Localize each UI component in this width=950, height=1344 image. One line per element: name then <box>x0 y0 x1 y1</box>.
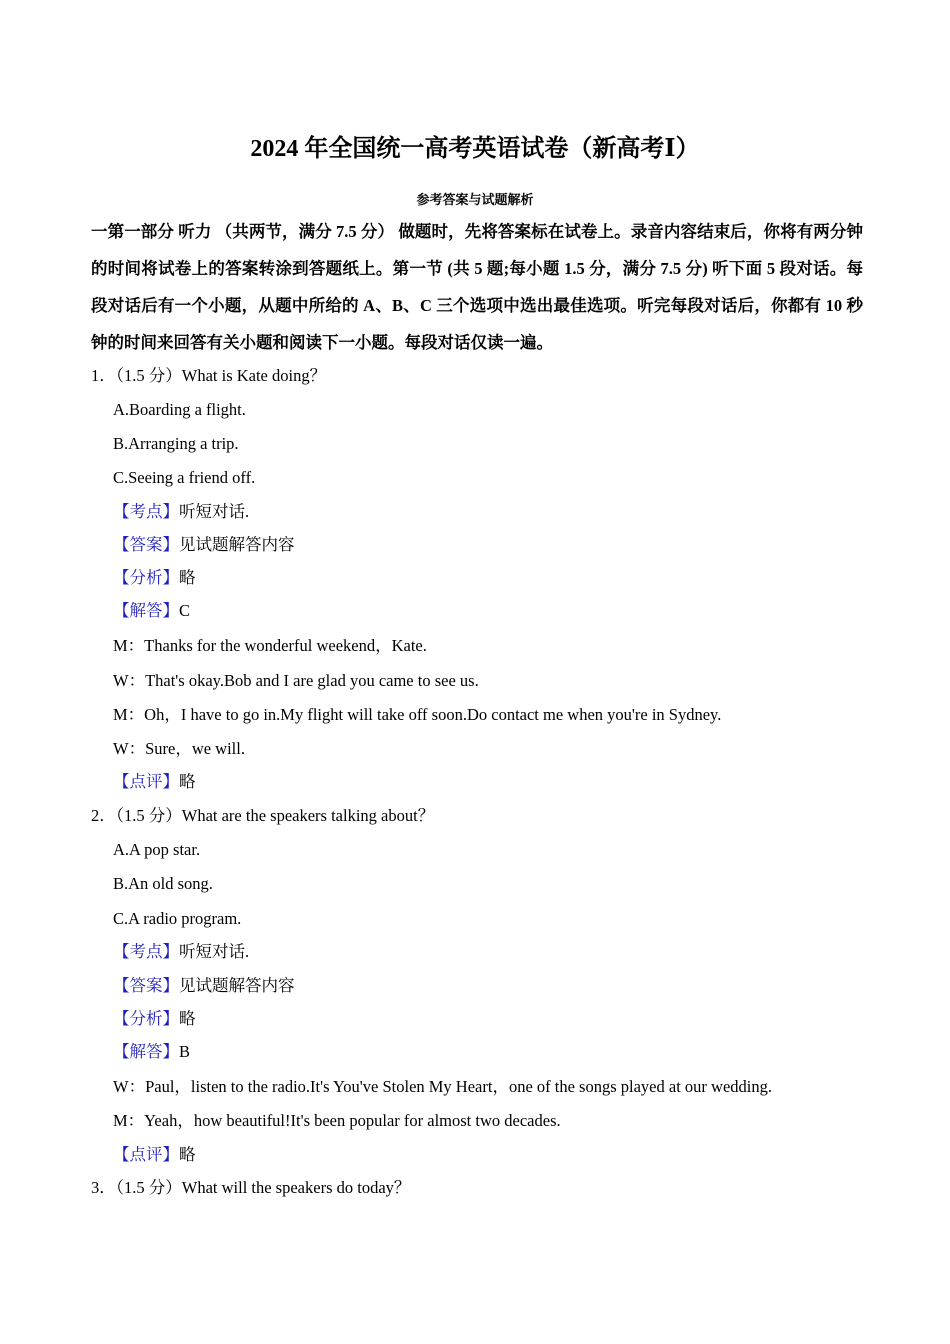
kaodian-tag: 【考点】 <box>113 942 179 961</box>
question-1-option-a: A.Boarding a flight. <box>113 400 246 419</box>
question-2-stem: 2．（1.5 分）What are the speakers talking about？ <box>91 806 435 825</box>
question-1-option-c: C.Seeing a friend off. <box>113 468 256 487</box>
question-1-fenxi <box>113 567 196 589</box>
question-2-kaodian <box>113 941 249 963</box>
question-1-jieda <box>113 600 190 622</box>
question-3-stem: 3．（1.5 分）What will the speakers do today？ <box>91 1178 411 1197</box>
fenxi-tag: 【分析】 <box>113 568 179 587</box>
question-2-jieda <box>113 1041 190 1063</box>
question-1-dialogue-line: W：Sure，we will. <box>113 739 245 758</box>
question-2-dialogue-line: M：Yeah，how beautiful!It's been popular for almost two decades. <box>113 1111 561 1130</box>
dianping-tag: 【点评】 <box>113 772 179 791</box>
fenxi-text: 略 <box>179 568 196 587</box>
dianping-tag: 【点评】 <box>113 1145 179 1164</box>
document-title: 2024 年全国统一高考英语试卷（新高考Ⅰ） <box>250 136 700 162</box>
section-intro: 一第一部分 听力 （共两节，满分 7.5 分） 做题时，先将答案标在试卷上。录音内容结束后，你将有两分钟的时间将试卷上的答案转涂到答题纸上。第一节 (共 5 题;每小题 1.5 分，满分 7.5 分) 听下面 5 段对话。每段对话后有一个小题，从题中所给的 A、B、C 三个选项中选出最佳选项。听完每段对话后，你都有 10 秒钟的时间来回答有关小题和阅读下一小题。每段对话仅读一遍。 <box>91 222 863 352</box>
daan-text: 见试题解答内容 <box>179 976 295 995</box>
daan-text: 见试题解答内容 <box>179 535 295 554</box>
jieda-tag: 【解答】 <box>113 601 179 620</box>
question-1-kaodian <box>113 501 249 523</box>
daan-tag: 【答案】 <box>113 535 179 554</box>
question-1-daan <box>113 534 295 556</box>
question-2-dialogue-line: W：Paul，listen to the radio.It's You've Stolen My Heart，one of the songs played at our wedding. <box>113 1077 772 1096</box>
question-2-fenxi <box>113 1008 196 1030</box>
dianping-text: 略 <box>179 772 196 791</box>
question-1-option-b: B.Arranging a trip. <box>113 434 239 453</box>
kaodian-text: 听短对话. <box>179 942 250 961</box>
question-1-dialogue-line: W：That's okay.Bob and I are glad you came to see us. <box>113 671 479 690</box>
question-2-option-b: B.An old song. <box>113 874 213 893</box>
question-1-dialogue-line: M：Oh，I have to go in.My flight will take off soon.Do contact me when you're in Sydney. <box>113 705 722 724</box>
document-subtitle: 参考答案与试题解析 <box>416 192 534 207</box>
question-2-dianping <box>113 1144 196 1166</box>
question-2-option-c: C.A radio program. <box>113 909 242 928</box>
question-2-option-a: A.A pop star. <box>113 840 201 859</box>
fenxi-text: 略 <box>179 1009 196 1028</box>
question-2-daan <box>113 975 295 997</box>
question-1-stem: 1．（1.5 分）What is Kate doing？ <box>91 366 327 385</box>
daan-tag: 【答案】 <box>113 976 179 995</box>
kaodian-tag: 【考点】 <box>113 502 179 521</box>
fenxi-tag: 【分析】 <box>113 1009 179 1028</box>
question-1-dianping <box>113 771 196 793</box>
kaodian-text: 听短对话. <box>179 502 250 521</box>
jieda-text: C <box>179 601 191 620</box>
jieda-text: B <box>179 1042 191 1061</box>
jieda-tag: 【解答】 <box>113 1042 179 1061</box>
question-1-dialogue-line: M：Thanks for the wonderful weekend，Kate. <box>113 636 427 655</box>
dianping-text: 略 <box>179 1145 196 1164</box>
